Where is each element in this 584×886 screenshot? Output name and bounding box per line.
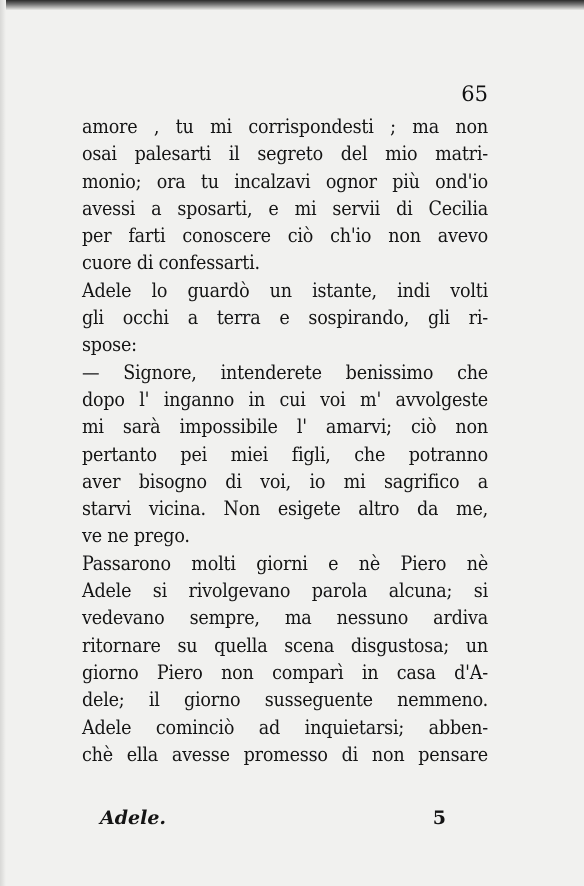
text-line: Adele cominciò ad inquietarsi; abben- bbox=[82, 715, 488, 739]
text-line: vedevano sempre, ma nessuno ardiva bbox=[82, 606, 488, 630]
text-line: monio; ora tu incalzavi ognor più ond'io bbox=[82, 169, 488, 193]
text-line: Adele lo guardò un istante, indi volti bbox=[82, 278, 488, 302]
page-left-edge bbox=[0, 0, 6, 886]
text-line: chè ella avesse promesso di non pensare bbox=[82, 742, 488, 766]
text-line: — Signore, intenderete benissimo che bbox=[82, 360, 488, 384]
body-text bbox=[82, 113, 488, 768]
text-line: avessi a sposarti, e mi servii di Cecilia bbox=[82, 196, 488, 220]
text-line: starvi vicina. Non esigete altro da me, bbox=[82, 497, 488, 521]
text-line: giorno Piero non comparì in casa d'A- bbox=[82, 660, 488, 684]
text-line: gli occhi a terra e sospirando, gli ri- bbox=[82, 306, 488, 330]
page-top-edge bbox=[0, 0, 584, 10]
text-line: per farti conoscere ciò ch'io non avevo bbox=[82, 224, 488, 248]
text-line: dele; il giorno susseguente nemmeno. bbox=[82, 688, 488, 712]
text-line: Adele si rivolgevano parola alcuna; si bbox=[82, 579, 488, 603]
text-line: dopo l' inganno in cui voi m' avvolgeste bbox=[82, 387, 488, 411]
text-line: ritornare su quella scena disgustosa; un bbox=[82, 633, 488, 657]
signature-mark: Adele. bbox=[100, 807, 167, 829]
text-line: aver bisogno di voi, io mi sagrifico a bbox=[82, 469, 488, 493]
signature-number: 5 bbox=[432, 807, 446, 829]
text-line: osai palesarti il segreto del mio matri- bbox=[82, 142, 488, 166]
page-number: 65 bbox=[461, 82, 488, 106]
text-line: Passarono molti giorni e nè Piero nè bbox=[82, 551, 488, 575]
text-line: spose: bbox=[82, 333, 137, 357]
text-line: ve ne prego. bbox=[82, 524, 190, 548]
text-line: cuore di confessarti. bbox=[82, 251, 260, 275]
text-line: amore , tu mi corrispondesti ; ma non bbox=[82, 115, 488, 138]
text-line: pertanto pei miei figli, che potranno bbox=[82, 442, 488, 466]
text-line: mi sarà impossibile l' amarvi; ciò non bbox=[82, 415, 488, 439]
